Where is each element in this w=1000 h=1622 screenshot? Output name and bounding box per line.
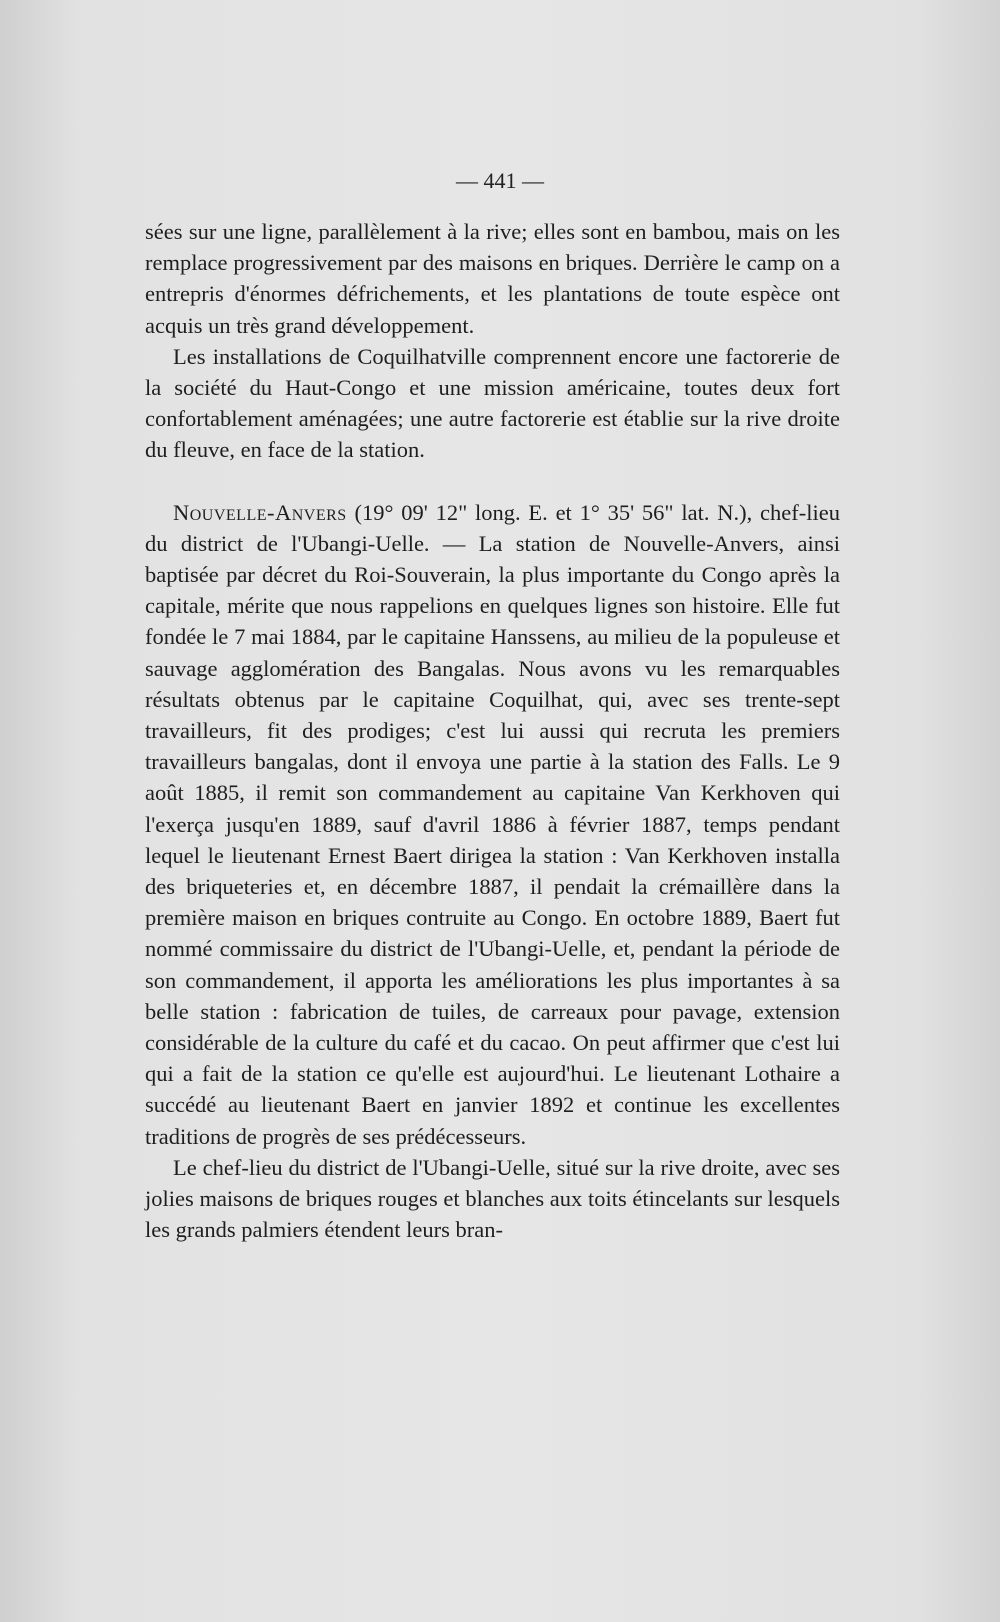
paragraph-3-text: (19° 09' 12" long. E. et 1° 35' 56" lat. N.), chef-lieu du district de l'Ubangi-Uelle. — La station de Nouvelle-Anvers, ainsi baptisée par décret du Roi-Souverain, la plus importante du Congo après la capitale, mérite que nous rappelions en quelques lignes son histoire. Elle fut fondée le 7 mai 1884, par le capitaine Hanssens, au milieu de la populeuse et sauvage agglomération des Bangalas. Nous avons vu les remarquables résultats obtenus par le capitaine Coquilhat, qui, avec ses trente-sept travailleurs, fit des prodiges; c'est lui aussi qui recruta les premiers travailleurs bangalas, dont il envoya une partie à la station des Falls. Le 9 août 1885, il remit son commandement au capitaine Van Kerkhoven qui l'exerça jusqu'en 1889, sauf d'avril 1886 à février 1887, temps pendant lequel le lieutenant Ernest Baert dirigea la station : Van Kerkhoven installa des briqueteries et, en décembre 1887, il pendait la crémaillère dans la première maison en briques contruite au Congo. En octobre 1889, Baert fut nommé commissaire du district de l'Ubangi-Uelle, et, pendant la période de son commandement, il apporta les améliorations les plus importantes à sa belle station : fabrication de tuiles, de carreaux pour pavage, extension considérable de la culture du café et du cacao. On peut affirmer que c'est lui qui a fait de la station ce qu'elle est aujourd'hui. Le lieutenant Lothaire a succédé au lieutenant Baert en janvier 1892 et continue les excellentes traditions de progrès de ses prédécesseurs. xyxy=(145,499,840,1149)
section-heading: Nouvelle-Anvers xyxy=(173,499,347,525)
paragraph-2: Les installations de Coquilhatville comprennent encore une factorerie de la société du Haut-Congo et une mission américaine, toutes deux fort confortablement aménagées; une autre factorerie est établie sur la rive droite du fleuve, en face de la station. xyxy=(145,343,840,463)
body-text xyxy=(145,216,840,1246)
paragraph-4: Le chef-lieu du district de l'Ubangi-Uelle, situé sur la rive droite, avec ses jolies maisons de briques rouges et blanches aux toits étincelants sur lesquels les grands palmiers étendent leurs bran- xyxy=(145,1154,840,1243)
paragraph-3 xyxy=(145,497,840,1152)
paragraph-1: sées sur une ligne, parallèlement à la rive; elles sont en bambou, mais on les remplace progressivement par des maisons en briques. Derrière le camp on a entrepris d'énormes défrichements, et les plantations de toute espèce ont acquis un très grand développement. xyxy=(145,219,840,338)
page-number: — 441 — xyxy=(456,168,544,193)
